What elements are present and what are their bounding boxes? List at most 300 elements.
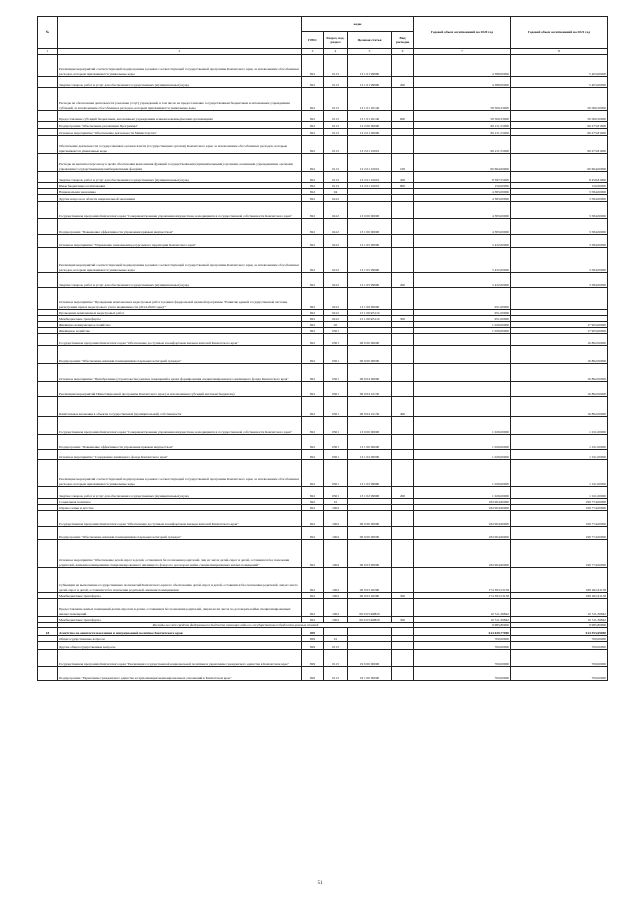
row-value-2021: 700,00000 bbox=[511, 650, 608, 667]
table-row bbox=[38, 568, 608, 593]
row-celevaya: 13 2 01 10010 bbox=[348, 172, 392, 183]
row-name: Национальная экономика bbox=[58, 189, 302, 195]
row-razdel: 0412 bbox=[324, 273, 348, 288]
row-grbs: 822 bbox=[302, 288, 324, 310]
row-celevaya: 06 9 04 10150 bbox=[348, 382, 392, 397]
row-grbs: 822 bbox=[302, 487, 324, 499]
row-value-2021: 3 584,00000 bbox=[511, 189, 608, 195]
row-razdel: 0412 bbox=[324, 195, 348, 202]
row-grbs: 822 bbox=[302, 527, 324, 540]
row-name: Межбюджетные трансферты bbox=[58, 593, 302, 599]
row-celevaya: 13 1 01 99990 bbox=[348, 77, 392, 88]
table-row bbox=[38, 55, 608, 77]
row-num bbox=[38, 129, 58, 136]
row-value-2021: 8 459,81000 bbox=[511, 172, 608, 183]
row-value-2021: 16 892,00000 bbox=[511, 382, 608, 397]
row-celevaya: 06 9 03 40290 bbox=[348, 593, 392, 599]
row-razdel: 0501 bbox=[324, 334, 348, 346]
row-num bbox=[38, 235, 58, 248]
row-vid bbox=[392, 450, 414, 460]
row-name: Расходы на обеспечение деятельности (оказание услуг) учреждений, в том числе на предоставление государственным бюджетным и автономным учреждениям субсидий, за исключением обособленных расходов, которым присваиваются уникальные коды bbox=[58, 88, 302, 111]
row-value-2021: 3 584,00000 bbox=[511, 195, 608, 202]
row-razdel: 0113 bbox=[324, 667, 348, 681]
row-num bbox=[38, 273, 58, 288]
row-name: Подпрограмма "Обеспечение жилыми помещениями отдельных категорий граждан" bbox=[58, 527, 302, 540]
row-num bbox=[38, 382, 58, 397]
row-celevaya: 13 2 01 10010 bbox=[348, 136, 392, 154]
row-celevaya: 06 0 00 00000 bbox=[348, 334, 392, 346]
row-celevaya: 13 1 01 99990 bbox=[348, 55, 392, 77]
row-grbs: 822 bbox=[302, 235, 324, 248]
header-vid: Вид расходов bbox=[392, 32, 414, 49]
row-name: Капитальные вложения в объекты государственной (муниципальной) собственности bbox=[58, 397, 302, 417]
row-num bbox=[38, 88, 58, 111]
row-name: Государственная программа Камчатского края "Обеспечение доступным и комфортным жильем жителей Камчатского края" bbox=[58, 511, 302, 527]
row-num bbox=[38, 568, 58, 593]
row-name: Предоставление субсидий бюджетным, автономным учреждениям и иным некоммерческим организациям bbox=[58, 111, 302, 122]
table-row bbox=[38, 122, 608, 129]
table-body bbox=[38, 628, 608, 681]
row-num bbox=[38, 650, 58, 667]
row-num bbox=[38, 527, 58, 540]
row-celevaya: 13 1 01 20140 bbox=[348, 88, 392, 111]
row-razdel: 01 bbox=[324, 636, 348, 642]
row-grbs: 822 bbox=[302, 310, 324, 316]
row-celevaya: 13 1 05 99990 bbox=[348, 273, 392, 288]
row-razdel: 1004 bbox=[324, 505, 348, 511]
row-celevaya: 06 9 03 R0820 bbox=[348, 599, 392, 617]
row-name: Социальная политика bbox=[58, 499, 302, 505]
row-grbs: 829 bbox=[302, 642, 324, 650]
row-value-2020: 700,00000 bbox=[414, 667, 511, 681]
row-num bbox=[38, 540, 58, 568]
row-grbs: 829 bbox=[302, 628, 324, 636]
row-num bbox=[38, 77, 58, 88]
row-name: Агентство по занятости населения и миграционной политике Камчатского края bbox=[58, 628, 302, 636]
row-razdel bbox=[324, 628, 348, 636]
row-value-2020: 8 397,55000 bbox=[414, 172, 511, 183]
row-celevaya bbox=[348, 642, 392, 650]
header-2021: Годовой объем ассигнований на 2021 год bbox=[511, 17, 608, 49]
row-num bbox=[38, 511, 58, 527]
row-razdel: 0501 bbox=[324, 346, 348, 364]
header-grbs: ГРБС bbox=[302, 32, 324, 49]
row-name: Подпрограмма "Повышение эффективности управления прямым имуществом" bbox=[58, 219, 302, 235]
row-value-2021: 3 584,00000 bbox=[511, 273, 608, 288]
row-value-2021: 700,00000 bbox=[511, 667, 608, 681]
row-value-2020 bbox=[414, 364, 511, 382]
row-celevaya: 13 1 01 20140 bbox=[348, 111, 392, 122]
row-razdel: 0412 bbox=[324, 219, 348, 235]
row-value-2020: 69 211,55000 bbox=[414, 129, 511, 136]
row-razdel: 0113 bbox=[324, 154, 348, 172]
row-num: 18 bbox=[38, 628, 58, 636]
row-vid: 800 bbox=[392, 183, 414, 189]
row-value-2021: 199 774,00000 bbox=[511, 527, 608, 540]
row-grbs: 829 bbox=[302, 636, 324, 642]
row-razdel: 0113 bbox=[324, 136, 348, 154]
row-value-2021: 199 774,00000 bbox=[511, 540, 608, 568]
row-celevaya: 13 1 09 R5110 bbox=[348, 316, 392, 322]
header-index: 8 bbox=[511, 49, 608, 55]
row-value-2020: 951,00000 bbox=[414, 310, 511, 316]
table-row bbox=[38, 136, 608, 154]
row-value-2020: 184 904,90000 bbox=[414, 511, 511, 527]
table-row bbox=[38, 346, 608, 364]
row-vid: 200 bbox=[392, 77, 414, 88]
row-vid bbox=[392, 235, 414, 248]
header-index: 2 bbox=[58, 49, 302, 55]
row-razdel: 0412 bbox=[324, 316, 348, 322]
table-row bbox=[38, 195, 608, 202]
row-vid: 500 bbox=[392, 593, 414, 599]
row-razdel: 0501 bbox=[324, 417, 348, 435]
row-value-2021: 3 584,00000 bbox=[511, 202, 608, 219]
row-celevaya: 06 9 04 00000 bbox=[348, 364, 392, 382]
header-index: 7 bbox=[414, 49, 511, 55]
row-vid bbox=[392, 346, 414, 364]
row-value-2020: 4 388,00000 bbox=[414, 77, 511, 88]
row-name: Основное мероприятие "Обеспечение деятельности Министерства" bbox=[58, 129, 302, 136]
row-razdel: 10 bbox=[324, 499, 348, 505]
row-grbs: 822 bbox=[302, 397, 324, 417]
row-value-2020: 174 393,53158 bbox=[414, 568, 511, 593]
row-value-2021: 1 011,00000 bbox=[511, 460, 608, 487]
row-value-2020: 60 664,00000 bbox=[414, 154, 511, 172]
row-razdel: 0113 bbox=[324, 172, 348, 183]
table-row bbox=[38, 154, 608, 172]
row-value-2020: 4 383,00000 bbox=[414, 202, 511, 219]
row-num bbox=[38, 417, 58, 435]
row-value-2020: 184 904,90000 bbox=[414, 540, 511, 568]
row-name: Закупка товаров, работ и услуг для обеспечения государственных (муниципальных) нужд bbox=[58, 273, 302, 288]
row-value-2020: 1 029,00000 bbox=[414, 450, 511, 460]
row-grbs: 829 bbox=[302, 667, 324, 681]
row-value-2021: 189 262,61158 bbox=[511, 593, 608, 599]
row-value-2021: 199 774,00000 bbox=[511, 499, 608, 505]
row-razdel: 0113 bbox=[324, 77, 348, 88]
row-num bbox=[38, 248, 58, 273]
table-row bbox=[38, 450, 608, 460]
row-grbs: 822 bbox=[302, 450, 324, 460]
row-razdel: 0412 bbox=[324, 288, 348, 310]
row-vid bbox=[392, 334, 414, 346]
table-row bbox=[38, 364, 608, 382]
row-razdel: 1004 bbox=[324, 568, 348, 593]
row-value-2021: 17 903,00000 bbox=[511, 328, 608, 334]
row-value-2021: 5 403,00000 bbox=[511, 77, 608, 88]
row-grbs: 822 bbox=[302, 219, 324, 235]
row-vid bbox=[392, 195, 414, 202]
row-razdel: 0501 bbox=[324, 487, 348, 499]
row-celevaya: 13 2 01 00000 bbox=[348, 129, 392, 136]
row-num bbox=[38, 487, 58, 499]
row-value-2021: 3 584,00000 bbox=[511, 248, 608, 273]
row-vid bbox=[392, 511, 414, 527]
row-razdel: 0113 bbox=[324, 55, 348, 77]
header-razdel: Раздел, под-раздел bbox=[324, 32, 348, 49]
row-celevaya bbox=[348, 628, 392, 636]
row-grbs: 822 bbox=[302, 435, 324, 450]
table-row bbox=[38, 288, 608, 310]
row-value-2020 bbox=[414, 397, 511, 417]
row-value-2021: 614 553,69000 bbox=[511, 628, 608, 636]
row-razdel: 0501 bbox=[324, 328, 348, 334]
row-num bbox=[38, 450, 58, 460]
row-name: Общегосударственные вопросы bbox=[58, 636, 302, 642]
row-value-2021: 5 403,00000 bbox=[511, 55, 608, 77]
row-razdel: 0501 bbox=[324, 397, 348, 417]
row-value-2021: 1 011,00000 bbox=[511, 417, 608, 435]
row-value-2020: 3 432,00000 bbox=[414, 248, 511, 273]
row-grbs: 822 bbox=[302, 172, 324, 183]
row-value-2021: 16 892,00000 bbox=[511, 397, 608, 417]
row-razdel: 0412 bbox=[324, 202, 348, 219]
row-vid: 200 bbox=[392, 172, 414, 183]
row-celevaya: 13 0 00 00000 bbox=[348, 202, 392, 219]
table-row bbox=[38, 129, 608, 136]
table-row bbox=[38, 650, 608, 667]
row-value-2021: 60 664,00000 bbox=[511, 154, 608, 172]
row-razdel: 0501 bbox=[324, 435, 348, 450]
table-row bbox=[38, 235, 608, 248]
row-name: Другие общегосударственные вопросы bbox=[58, 642, 302, 650]
row-razdel: 0113 bbox=[324, 111, 348, 122]
row-razdel: 0412 bbox=[324, 235, 348, 248]
row-celevaya: 13 1 05 00000 bbox=[348, 235, 392, 248]
row-razdel: 0412 bbox=[324, 248, 348, 273]
row-celevaya: 19 1 00 00000 bbox=[348, 667, 392, 681]
row-value-2021: 69 273,81000 bbox=[511, 129, 608, 136]
row-name: Основное мероприятие "Содержание жилищного фонда Камчатского края" bbox=[58, 450, 302, 460]
row-name: Жилищно-коммунальное хозяйство bbox=[58, 322, 302, 328]
row-value-2020: 1 029,00000 bbox=[414, 487, 511, 499]
row-grbs: 822 bbox=[302, 511, 324, 527]
row-value-2020: 4 383,00000 bbox=[414, 219, 511, 235]
row-name: Подпрограмма "Обеспечение жилыми помещениями отдельных категорий граждан" bbox=[58, 346, 302, 364]
row-name: Подпрограмма "Укрепление гражданского единства и гармонизация межнациональных отношений в Камчатском крае" bbox=[58, 667, 302, 681]
row-razdel: 1004 bbox=[324, 593, 348, 599]
row-name: Государственная программа Камчатского края "Совершенствование управления имуществом, находящимся в государственной собственности Камчатского края" bbox=[58, 417, 302, 435]
row-celevaya: 13 1 00 00000 bbox=[348, 219, 392, 235]
row-vid: 500 bbox=[392, 617, 414, 623]
table-row bbox=[38, 77, 608, 88]
table-row bbox=[38, 382, 608, 397]
row-value-2021: 16 892,00000 bbox=[511, 346, 608, 364]
row-value-2021: 10 511,36842 bbox=[511, 617, 608, 623]
row-name: Предоставление жилых помещений детям-сиротам и детям, оставшимся без попечения родителей, лицам из их числа по договорам найма специализированных жилых помещений bbox=[58, 599, 302, 617]
row-value-2020: 10 511,36842 bbox=[414, 617, 511, 623]
row-grbs: 822 bbox=[302, 273, 324, 288]
row-value-2020: 700,00000 bbox=[414, 636, 511, 642]
row-vid bbox=[392, 364, 414, 382]
row-name: Закупка товаров, работ и услуг для обеспечения государственных (муниципальных) нужд bbox=[58, 77, 302, 88]
row-value-2020: 4 383,00000 bbox=[414, 189, 511, 195]
row-celevaya: 13 1 02 99990 bbox=[348, 487, 392, 499]
row-grbs: 822 bbox=[302, 617, 324, 623]
row-vid bbox=[392, 382, 414, 397]
row-name: Реализация мероприятий соответствующей подпрограммы в рамках соответствующей государственной программы Камчатского края, за исключением обособленных расходов, которым присваиваются уникальные коды bbox=[58, 55, 302, 77]
row-razdel: 1004 bbox=[324, 511, 348, 527]
row-value-2021 bbox=[511, 288, 608, 310]
row-value-2021: 10 511,36842 bbox=[511, 599, 608, 617]
header-num: № bbox=[38, 17, 58, 49]
row-grbs: 822 bbox=[302, 568, 324, 593]
row-name: Обеспечение деятельности государственных органов власти (государственных органов) Камчатского края, за исключением обособленных расходов, которым присваиваются уникальные коды bbox=[58, 136, 302, 154]
row-grbs: 822 bbox=[302, 111, 324, 122]
header-index: 3 bbox=[302, 49, 324, 55]
row-celevaya: 13 0 00 00000 bbox=[348, 417, 392, 435]
row-name: Государственная программа Камчатского края "Обеспечение доступным и комфортным жильем жителей Камчатского края" bbox=[58, 334, 302, 346]
row-value-2021: 3 584,00000 bbox=[511, 235, 608, 248]
row-razdel: 0501 bbox=[324, 382, 348, 397]
note-text: Расходы за счет средств федерального бюджета имеющие коды из государственного бюджета целевых статей bbox=[58, 623, 414, 628]
row-razdel: 0501 bbox=[324, 450, 348, 460]
row-grbs: 822 bbox=[302, 55, 324, 77]
row-value-2021: 1 011,00000 bbox=[511, 487, 608, 499]
row-razdel: 1004 bbox=[324, 617, 348, 623]
row-value-2020: 1 029,00000 bbox=[414, 460, 511, 487]
row-num bbox=[38, 195, 58, 202]
row-celevaya: 06 0 00 00000 bbox=[348, 511, 392, 527]
header-index: 5 bbox=[348, 49, 392, 55]
row-razdel: 1004 bbox=[324, 527, 348, 540]
row-grbs: 829 bbox=[302, 650, 324, 667]
row-razdel: 0113 bbox=[324, 642, 348, 650]
row-name: Субвенции на выполнение государственных полномочий Камчатского края по обеспечению детей-сирот и детей, оставшихся без попечения родителей, лиц из числа детей-сирот и детей, оставшихся без попечения родителей, жилыми помещениями bbox=[58, 568, 302, 593]
row-value-2020: 951,00000 bbox=[414, 288, 511, 310]
row-num bbox=[38, 397, 58, 417]
row-value-2020: 59 509,33000 bbox=[414, 111, 511, 122]
row-grbs: 822 bbox=[302, 202, 324, 219]
row-vid bbox=[392, 248, 414, 273]
row-grbs: 822 bbox=[302, 189, 324, 195]
row-num bbox=[38, 667, 58, 681]
row-vid bbox=[392, 642, 414, 650]
row-grbs: 822 bbox=[302, 316, 324, 322]
row-num bbox=[38, 288, 58, 310]
row-num bbox=[38, 460, 58, 487]
row-grbs: 822 bbox=[302, 382, 324, 397]
row-name: Межбюджетные трансферты bbox=[58, 316, 302, 322]
row-value-2020: 614 649,77000 bbox=[414, 628, 511, 636]
row-num bbox=[38, 154, 58, 172]
row-razdel: 0113 bbox=[324, 88, 348, 111]
row-vid bbox=[392, 417, 414, 435]
row-value-2021: 150,00000 bbox=[511, 183, 608, 189]
table-row bbox=[38, 527, 608, 540]
header-index: 4 bbox=[324, 49, 348, 55]
row-razdel: 05 bbox=[324, 322, 348, 328]
row-vid: 500 bbox=[392, 316, 414, 322]
row-name: Основное мероприятие "Проведение комплексных кадастровых работ в рамках федеральной целевой программы "Развитие единой государственной системы регистрации прав и кадастрового учета недвижимости (2014-2020 годы)"" bbox=[58, 288, 302, 310]
row-name: Реализация мероприятий соответствующей подпрограммы в рамках соответствующей государственной программы Камчатского края, за исключением обособленных расходов, которым присваиваются уникальные коды bbox=[58, 460, 302, 487]
row-value-2021: 16 892,00000 bbox=[511, 334, 608, 346]
row-name: Жилищное хозяйство bbox=[58, 328, 302, 334]
row-name: Подпрограмма "Обеспечение реализации Программы" bbox=[58, 122, 302, 129]
row-value-2021: 69 273,81000 bbox=[511, 122, 608, 129]
table-row bbox=[38, 435, 608, 450]
row-value-2021: 700,00000 bbox=[511, 636, 608, 642]
header-2020: Годовой объем ассигнований на 2020 год bbox=[414, 17, 511, 49]
row-num bbox=[38, 172, 58, 183]
row-name: Основное мероприятие "Управление земельными ресурсами на территории Камчатского края" bbox=[58, 235, 302, 248]
row-num bbox=[38, 111, 58, 122]
row-celevaya: 19 0 00 00000 bbox=[348, 650, 392, 667]
row-grbs: 822 bbox=[302, 417, 324, 435]
table-row bbox=[38, 540, 608, 568]
row-grbs: 822 bbox=[302, 499, 324, 505]
table-row bbox=[38, 628, 608, 636]
row-num bbox=[38, 136, 58, 154]
row-value-2021: 189 262,61158 bbox=[511, 568, 608, 593]
row-celevaya: 06 9 00 00000 bbox=[348, 346, 392, 364]
header-name bbox=[58, 17, 302, 49]
row-grbs: 822 bbox=[302, 77, 324, 88]
row-vid bbox=[392, 650, 414, 667]
row-value-2020: 4 388,00000 bbox=[414, 55, 511, 77]
row-grbs: 822 bbox=[302, 122, 324, 129]
table-row bbox=[38, 460, 608, 487]
row-value-2020: 1 029,00000 bbox=[414, 322, 511, 328]
row-vid bbox=[392, 219, 414, 235]
row-value-2020: 10 511,36842 bbox=[414, 599, 511, 617]
row-celevaya: 13 1 02 99990 bbox=[348, 460, 392, 487]
table-row bbox=[38, 111, 608, 122]
row-value-2021: 700,00000 bbox=[511, 642, 608, 650]
row-value-2021: 199 774,00000 bbox=[511, 505, 608, 511]
row-name: Закупка товаров, работ и услуг для обеспечения государственных (муниципальных) нужд bbox=[58, 172, 302, 183]
row-name: Основное мероприятие "Приобретение (строительство) жилых помещений в целях формирования специализированного жилищного фонда Камчатского края" bbox=[58, 364, 302, 382]
row-name: Реализация мероприятий Инвестиционной программы Камчатского края (за исключением субсидий местным бюджетам) bbox=[58, 382, 302, 397]
row-razdel: 0412 bbox=[324, 310, 348, 316]
row-grbs: 822 bbox=[302, 129, 324, 136]
header-index: 1 bbox=[38, 49, 58, 55]
table-row bbox=[38, 487, 608, 499]
row-razdel: 0113 bbox=[324, 129, 348, 136]
row-celevaya: 06 9 03 00000 bbox=[348, 540, 392, 568]
row-celevaya: 13 1 00 00000 bbox=[348, 435, 392, 450]
row-value-2021: 16 892,00000 bbox=[511, 364, 608, 382]
table-row bbox=[38, 667, 608, 681]
row-name: Основное мероприятие "Обеспечение детей-сирот и детей, оставшихся без попечения родителей, лиц из числа детей-сирот и детей, оставшихся без попечения родителей, жилыми помещениями специализированного жилищного фонда по договорам найма специализированных жилых помещений" bbox=[58, 540, 302, 568]
table-row bbox=[38, 599, 608, 617]
header-codes: коды bbox=[302, 17, 414, 32]
row-value-2021: 199 774,00000 bbox=[511, 511, 608, 527]
row-celevaya: 13 2 01 10010 bbox=[348, 154, 392, 172]
row-grbs: 822 bbox=[302, 88, 324, 111]
row-grbs: 822 bbox=[302, 136, 324, 154]
table-row bbox=[38, 511, 608, 527]
row-vid bbox=[392, 435, 414, 450]
header-index: 6 bbox=[392, 49, 414, 55]
row-num bbox=[38, 346, 58, 364]
row-vid bbox=[392, 540, 414, 568]
header-celevaya: Целевая статья bbox=[348, 32, 392, 49]
row-value-2020: 184 904,90000 bbox=[414, 499, 511, 505]
row-value-2020: 4 383,00000 bbox=[414, 195, 511, 202]
row-razdel: 0501 bbox=[324, 460, 348, 487]
row-name: Закупка товаров, работ и услуг для обеспечения государственных (муниципальных) нужд bbox=[58, 487, 302, 499]
row-razdel: 04 bbox=[324, 189, 348, 195]
table-row bbox=[38, 219, 608, 235]
row-name: Иные бюджетные ассигнования bbox=[58, 183, 302, 189]
row-num bbox=[38, 55, 58, 77]
row-vid: 200 bbox=[392, 273, 414, 288]
row-value-2021: 1 011,00000 bbox=[511, 450, 608, 460]
table-row bbox=[38, 642, 608, 650]
row-razdel: 0113 bbox=[324, 122, 348, 129]
